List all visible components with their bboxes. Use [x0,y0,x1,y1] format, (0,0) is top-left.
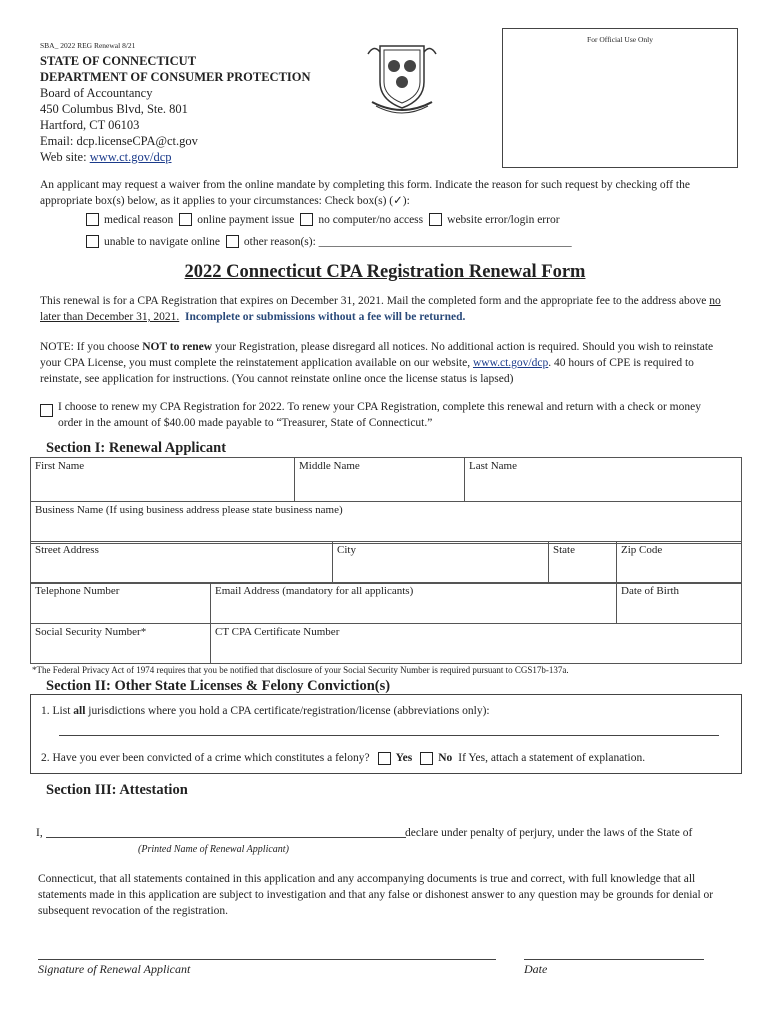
board-name: Board of Accountancy [40,86,153,100]
checkbox-medical[interactable] [86,213,99,226]
renewal-note [40,293,730,325]
state-field[interactable] [549,542,617,584]
reason-unable-navigate: unable to navigate online [104,235,220,248]
state-seal [366,38,438,114]
cert-label: CT CPA Certificate Number [215,626,340,638]
agency-line1: STATE OF CONNECTICUT [40,54,197,68]
middle-name-field[interactable] [295,458,465,502]
q1-text [41,703,490,719]
section2-heading: Section II: Other State Licenses & Felony Conviction(s) [46,678,391,694]
street-address: 450 Columbus Blvd, Ste. 801 [40,102,188,116]
q1-body: jurisdictions where you hold a CPA certificate/registration/license (abbreviations only): [85,705,490,717]
phone-field[interactable] [31,583,211,624]
website-label: Web site: [40,150,90,164]
street-field[interactable] [31,542,333,584]
checkbox-felony-no[interactable] [420,752,433,765]
middle-name-label: Middle Name [299,460,360,472]
state-label: State [553,544,575,556]
reason-no-computer: no computer/no access [318,213,424,226]
signature-line[interactable] [38,944,496,960]
attest-i: I, [36,827,43,839]
attest-body: Connecticut, that all statements contained in this application and any accompanying documents is true and correct, with full knowledge that all statements made in this application are subject to investigation and that any false or dishonest answer to any question may be grounds for denial or subsequent revocation of the registration. [38,873,714,917]
q2-text: 2. Have you ever been convicted of a crime which constitutes a felony? [41,752,370,764]
zip-label: Zip Code [621,544,663,556]
contact-email: Email: dcp.licenseCPA@ct.gov [40,134,198,148]
jurisdictions-input-line[interactable] [59,735,719,736]
checkbox-unable-navigate[interactable] [86,235,99,248]
q1-prefix: 1. List [41,705,74,717]
business-name-label: Business Name (If using business address please state business name) [35,504,343,516]
checkbox-online-payment[interactable] [179,213,192,226]
note-prefix: NOTE: If you choose [40,341,143,353]
street-label: Street Address [35,544,99,556]
phone-label: Telephone Number [35,585,120,597]
first-name-field[interactable] [31,458,295,502]
zip-field[interactable] [617,542,742,584]
applicant-table-row3 [30,582,742,664]
note-paragraph [40,339,730,387]
agency-address [40,53,370,165]
renewal-note-text: This renewal is for a CPA Registration that expires on December 31, 2021. Mail the completed form and the appropriate fee to the address above [40,295,710,307]
city-field[interactable] [333,542,549,584]
no-label: No [438,752,453,764]
section1-heading: Section I: Renewal Applicant [46,440,227,456]
ssn-label: Social Security Number* [35,626,147,638]
renewal-warning: Incomplete or submissions without a fee will be returned. [184,311,466,323]
q2-after: If Yes, attach a statement of explanation. [458,752,646,764]
first-name-label: First Name [35,460,85,472]
form-code: SBA_ 2022 REG Renewal 8/21 [40,41,136,50]
city-label: City [337,544,356,556]
note-text: your Registration, please disregard all notices. No additional action is required. Should you wish to reinstate your CPA License, you must complete the reinstatement application available on our website, [40,341,714,369]
section3-heading: Section III: Attestation [46,782,188,798]
reason-other: other reason(s): ____________________________________________ [243,235,572,248]
printed-name-line[interactable] [46,822,406,838]
applicant-table-row2 [30,541,742,584]
date-line[interactable] [524,944,704,960]
website-line [40,149,370,165]
city-address: Hartford, CT 06103 [40,118,140,132]
note-bold: NOT to renew [142,341,213,353]
reason-online-payment: online payment issue [197,213,295,226]
page-title: 2022 Connecticut CPA Registration Renewal Form [184,262,586,282]
waiver-row-2 [86,235,578,248]
reason-medical: medical reason [104,213,174,226]
reason-website-error: website error/login error [447,213,560,226]
checkbox-no-computer[interactable] [300,213,313,226]
email-label: Email Address (mandatory for all applicants) [215,585,414,597]
checkbox-website-error[interactable] [429,213,442,226]
business-name-field[interactable] [31,502,742,544]
last-name-label: Last Name [469,460,517,472]
dob-label: Date of Birth [621,585,680,597]
renewal-deadline: no later than December 31, 2021. [40,295,721,323]
privacy-notice: *The Federal Privacy Act of 1974 requires that you be notified that disclosure of your Social Security Number is required pursuant to CGS17b-137a. [32,665,569,675]
last-name-field[interactable] [465,458,742,502]
ssn-field[interactable] [31,624,211,664]
printed-name-caption: (Printed Name of Renewal Applicant) [138,844,289,855]
cert-field[interactable] [211,624,742,664]
yes-label: Yes [395,752,413,764]
website-link[interactable]: www.ct.gov/dcp [89,150,172,164]
agency-line2: DEPARTMENT OF CONSUMER PROTECTION [40,70,311,84]
checkbox-felony-yes[interactable] [378,752,391,765]
note-suffix: . 40 hours of CPE is required to reinstate, see application for instructions. (You cannot reinstate online once the license status is lapsed) [40,357,694,385]
note-link[interactable]: www.ct.gov/dcp [472,357,549,369]
signature-label: Signature of Renewal Applicant [38,962,191,976]
checkbox-other[interactable] [226,235,239,248]
section2-box [30,694,742,774]
official-use-label: For Official Use Only [587,35,653,44]
q1-bold: all [73,705,86,717]
choose-renew-text: I choose to renew my CPA Registration for 2022. To renew your CPA Registration, complete this renewal and return with a check or money order in the amount of $40.00 made payable to “Treasurer, State of Connecticut.” [58,401,701,429]
waiver-row-1 [86,213,566,226]
attest-declare: declare under penalty of perjury, under the laws of the State of [405,827,693,839]
applicant-table-row1 [30,457,742,544]
dob-field[interactable] [617,583,742,624]
official-use-box [502,28,738,168]
checkbox-choose-renew[interactable] [40,404,53,417]
q2-row [41,750,645,766]
waiver-intro: An applicant may request a waiver from the online mandate by completing this form. Indicate the reason for such request by checking off the appropriate box(s) below, as it applies to your circumstances: Check box(s) (✓): [40,179,690,207]
email-field[interactable] [211,583,617,624]
date-label: Date [524,962,548,976]
renew-checkbox-wrap [40,402,58,420]
